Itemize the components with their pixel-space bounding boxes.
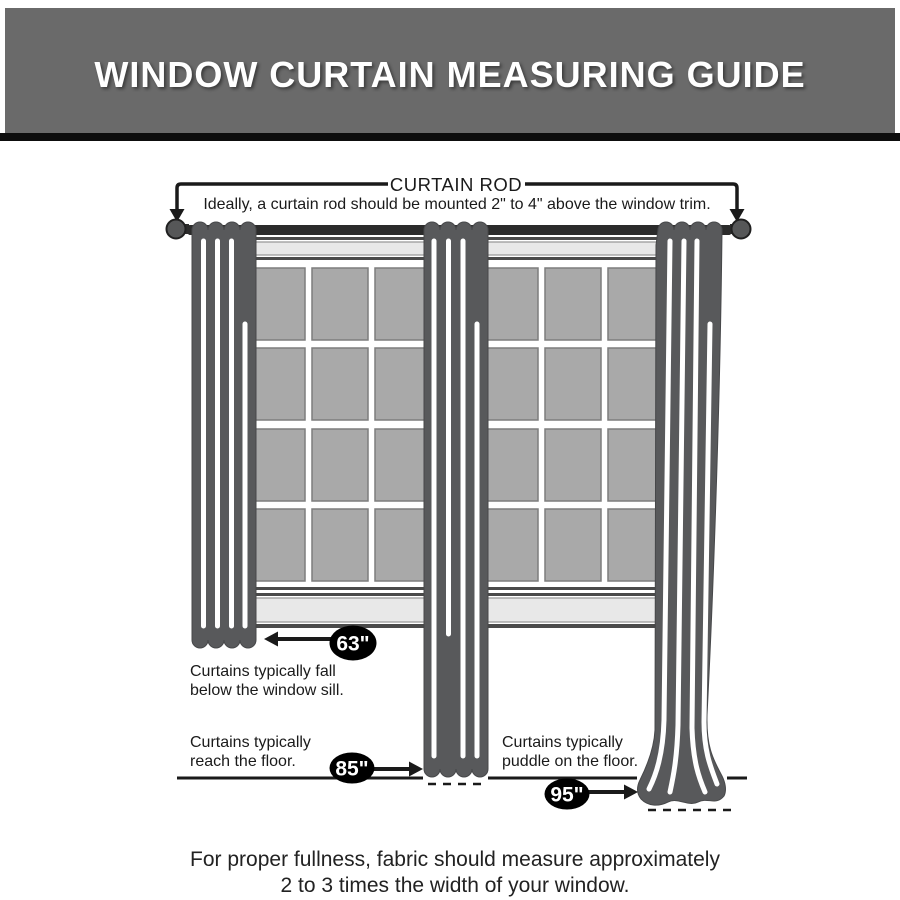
window-trim-line (241, 237, 439, 240)
window-pane (545, 429, 601, 501)
sill-line (241, 593, 439, 596)
window-trim-line (241, 257, 439, 260)
sill-line (482, 587, 664, 590)
sill-line (482, 593, 664, 596)
window-right (482, 237, 664, 628)
curtain-center (424, 222, 488, 784)
window-pane (312, 509, 368, 581)
measurement-value: 95" (550, 783, 584, 807)
measurement-note-line1: Curtains typically fall (190, 663, 336, 680)
window-pane (375, 268, 431, 340)
rod-callout-bracket (170, 174, 745, 222)
footer-note (190, 848, 720, 897)
window-pane (545, 348, 601, 420)
window-pane (249, 348, 305, 420)
page-title: WINDOW CURTAIN MEASURING GUIDE (94, 53, 806, 95)
window-pane (375, 509, 431, 581)
measurement-95 (502, 734, 638, 810)
window-pane (249, 429, 305, 501)
window-pane (482, 268, 538, 340)
window-head-trim (482, 242, 664, 255)
measurement-note-line2: reach the floor. (190, 753, 296, 770)
window-pane (249, 509, 305, 581)
measurement-value: 63" (336, 632, 370, 656)
footer-line1: For proper fullness, fabric should measure approximately (190, 848, 720, 871)
curtain-left (192, 222, 256, 648)
sill-line (241, 587, 439, 590)
measurement-85 (190, 734, 423, 784)
window-pane (482, 429, 538, 501)
measurement-note-line1: Curtains typically (502, 734, 623, 751)
window-trim-line (482, 257, 664, 260)
window-trim-line (482, 237, 664, 240)
window-pane (312, 268, 368, 340)
window-pane (482, 509, 538, 581)
right-arrow-icon (409, 762, 423, 777)
measurement-value: 85" (335, 757, 369, 781)
window-pane (249, 268, 305, 340)
curtain-rod-label: CURTAIN ROD (389, 174, 523, 195)
window-pane (545, 268, 601, 340)
window-left (241, 237, 439, 628)
rod-mounting-note: Ideally, a curtain rod should be mounted 2" to 4" above the window trim. (203, 196, 711, 213)
window-head-trim (241, 242, 439, 255)
window-pane (375, 429, 431, 501)
window-pane (545, 509, 601, 581)
footer-line2: 2 to 3 times the width of your window. (280, 874, 630, 897)
sill-line (482, 624, 664, 628)
window-pane (482, 348, 538, 420)
window-sill (482, 598, 664, 622)
rod-finial-left (167, 220, 186, 239)
right-arrow-icon (624, 785, 638, 800)
left-arrow-icon (264, 632, 278, 647)
window-pane (375, 348, 431, 420)
window-pane (312, 348, 368, 420)
measurement-note-line2: below the window sill. (190, 682, 344, 699)
measurement-note-line2: puddle on the floor. (502, 753, 639, 770)
window-pane (312, 429, 368, 501)
sill-line (241, 624, 439, 628)
window-sill (241, 598, 439, 622)
measurement-note-line1: Curtains typically (190, 734, 311, 751)
rod-finial-right (732, 220, 751, 239)
